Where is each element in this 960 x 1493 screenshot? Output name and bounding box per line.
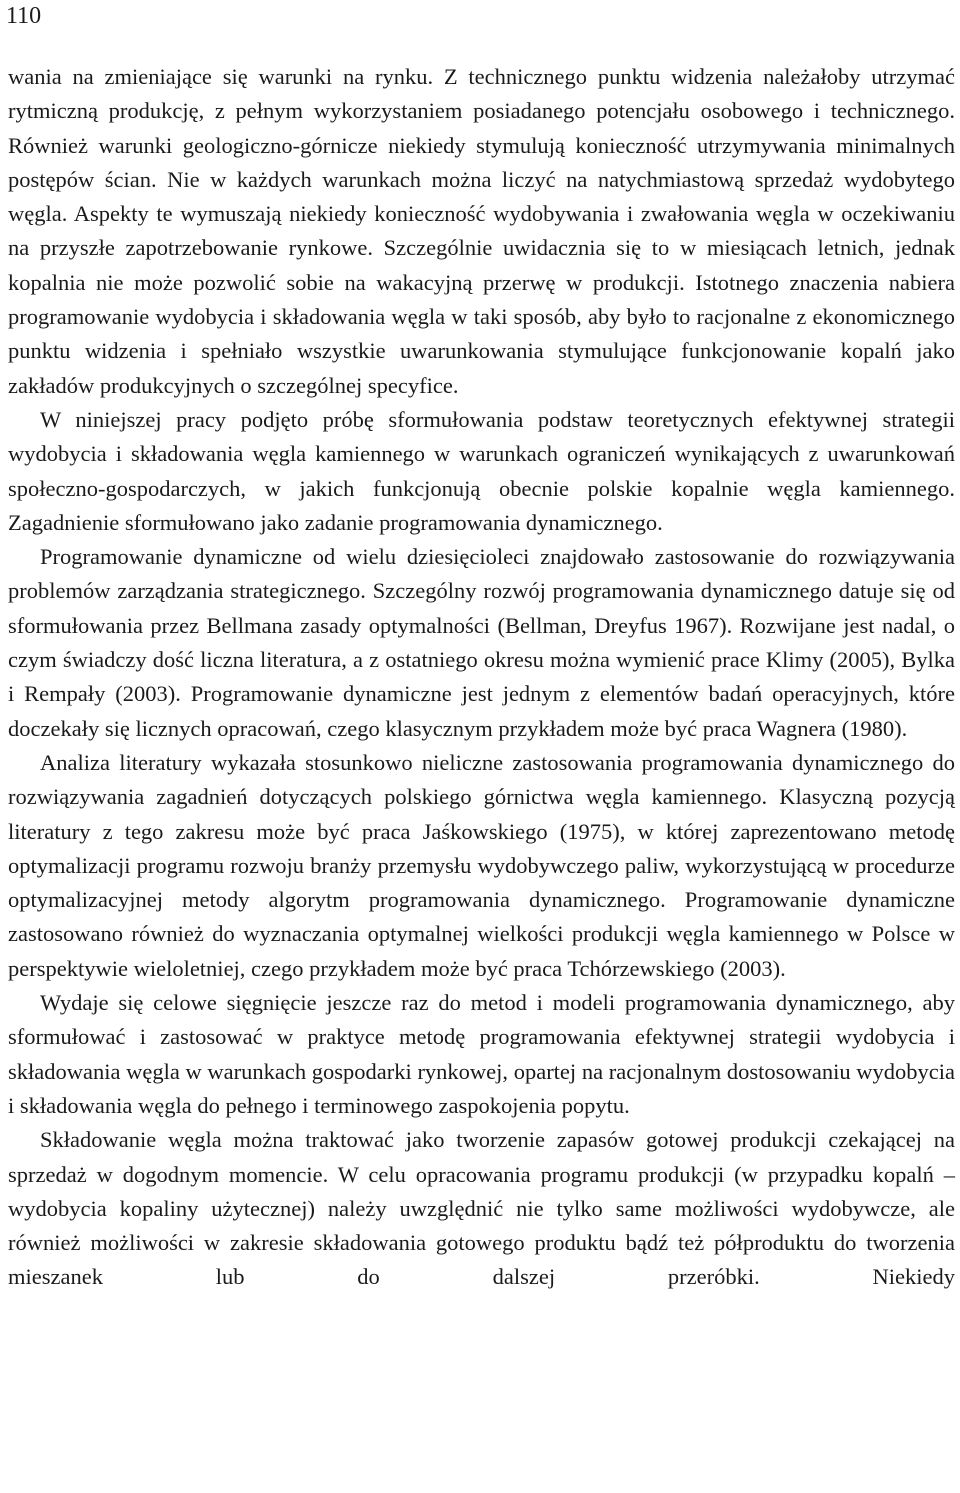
paragraph-6: Składowanie węgla można traktować jako tworzenie zapasów gotowej produkcji czekającej na sprzedaż w dogodnym momencie. W celu opracowania programu produkcji (w przypadku kopalń – wydobycia kopaliny użytecznej) należy uwzględnić nie tylko same możliwości wydobywcze, ale również możliwości w zakresie składowania gotowego produktu bądź też półproduktu do tworzenia mieszanek lub do dalszej przeróbki. Niekiedy xyxy=(8,1127,955,1290)
paragraph-2: W niniejszej pracy podjęto próbę sformułowania podstaw teoretycznych efektywnej strategii wydobycia i składowania węgla kamiennego w warunkach ograniczeń wynikających z uwarunkowań społeczno-gospodarczych, w jakich funkcjonują obecnie polskie kopalnie węgla kamiennego. Zagadnienie sformułowano jako zadanie programowania dynamicznego. xyxy=(8,406,955,535)
paragraph-5: Wydaje się celowe sięgnięcie jeszcze raz do metod i modeli programowania dynamicznego, aby sformułować i zastosować w praktyce metodę programowania efektywnej strategii wydobycia i składowania węgla w warunkach gospodarki rynkowej, opartej na racjonalnym dostosowaniu wydobycia i składowania węgla do pełnego i terminowego zaspokojenia popytu. xyxy=(8,990,955,1118)
paragraph-3: Programowanie dynamiczne od wielu dziesięcioleci znajdowało zastosowanie do rozwiązywania problemów zarządzania strategicznego. Szczególny rozwój programowania dynamicznego datuje się od sformułowania przez Bellmana zasady optymalności (Bellman, Dreyfus 1967). Rozwijane jest nadal, o czym świadczy dość liczna literatura, a z ostatniego okresu można wymienić prace Klimy (2005), Bylka i Rempały (2003). Programowanie dynamiczne jest jednym z elementów badań operacyjnych, które doczekały się licznych opracowań, czego klasycznym przykładem może być praca Wagnera (1980). xyxy=(8,544,955,741)
document-body xyxy=(8,60,955,1295)
paragraph-4: Analiza literatury wykazała stosunkowo nieliczne zastosowania programowania dynamicznego do rozwiązywania zagadnień dotyczących polskiego górnictwa węgla kamiennego. Klasyczną pozycją literatury z tego zakresu może być praca Jaśkowskiego (1975), w której zaprezentowano metodę optymalizacji programu rozwoju branży przemysłu wydobywczego paliw, wykorzystującą w procedurze optymalizacyjnej metody algorytm programowania dynamicznego. Programowanie dynamiczne zastosowano również do wyznaczania optymalnej wielkości produkcji węgla kamiennego w Polsce w perspektywie wieloletniej, czego przykładem może być praca Tchórzewskiego (2003). xyxy=(8,749,955,981)
paragraph-1: wania na zmieniające się warunki na rynku. Z technicznego punktu widzenia należałoby utrzymać rytmiczną produkcję, z pełnym wykorzystaniem posiadanego potencjału osobowego i technicznego. Również warunki geologiczno-górnicze niekiedy stymulują konieczność utrzymywania minimalnych postępów ścian. Nie w każdych warunkach można liczyć na natychmiastową sprzedaż wydobytego węgla. Aspekty te wymuszają niekiedy konieczność wydobywania i zwałowania węgla w oczekiwaniu na przyszłe zapotrzebowanie rynkowe. Szczególnie uwidacznia się to w miesiącach letnich, jednak kopalnia nie może pozwolić sobie na wakacyjną przerwę w produkcji. Istotnego znaczenia nabiera programowanie wydobycia i składowania węgla w taki sposób, aby było to racjonalne z ekonomicznego punktu widzenia i spełniało wszystkie uwarunkowania stymulujące funkcjonowanie kopalń jako zakładów produkcyjnych o szczególnej specyfice. xyxy=(8,64,955,398)
page-number: 110 xyxy=(6,3,42,29)
